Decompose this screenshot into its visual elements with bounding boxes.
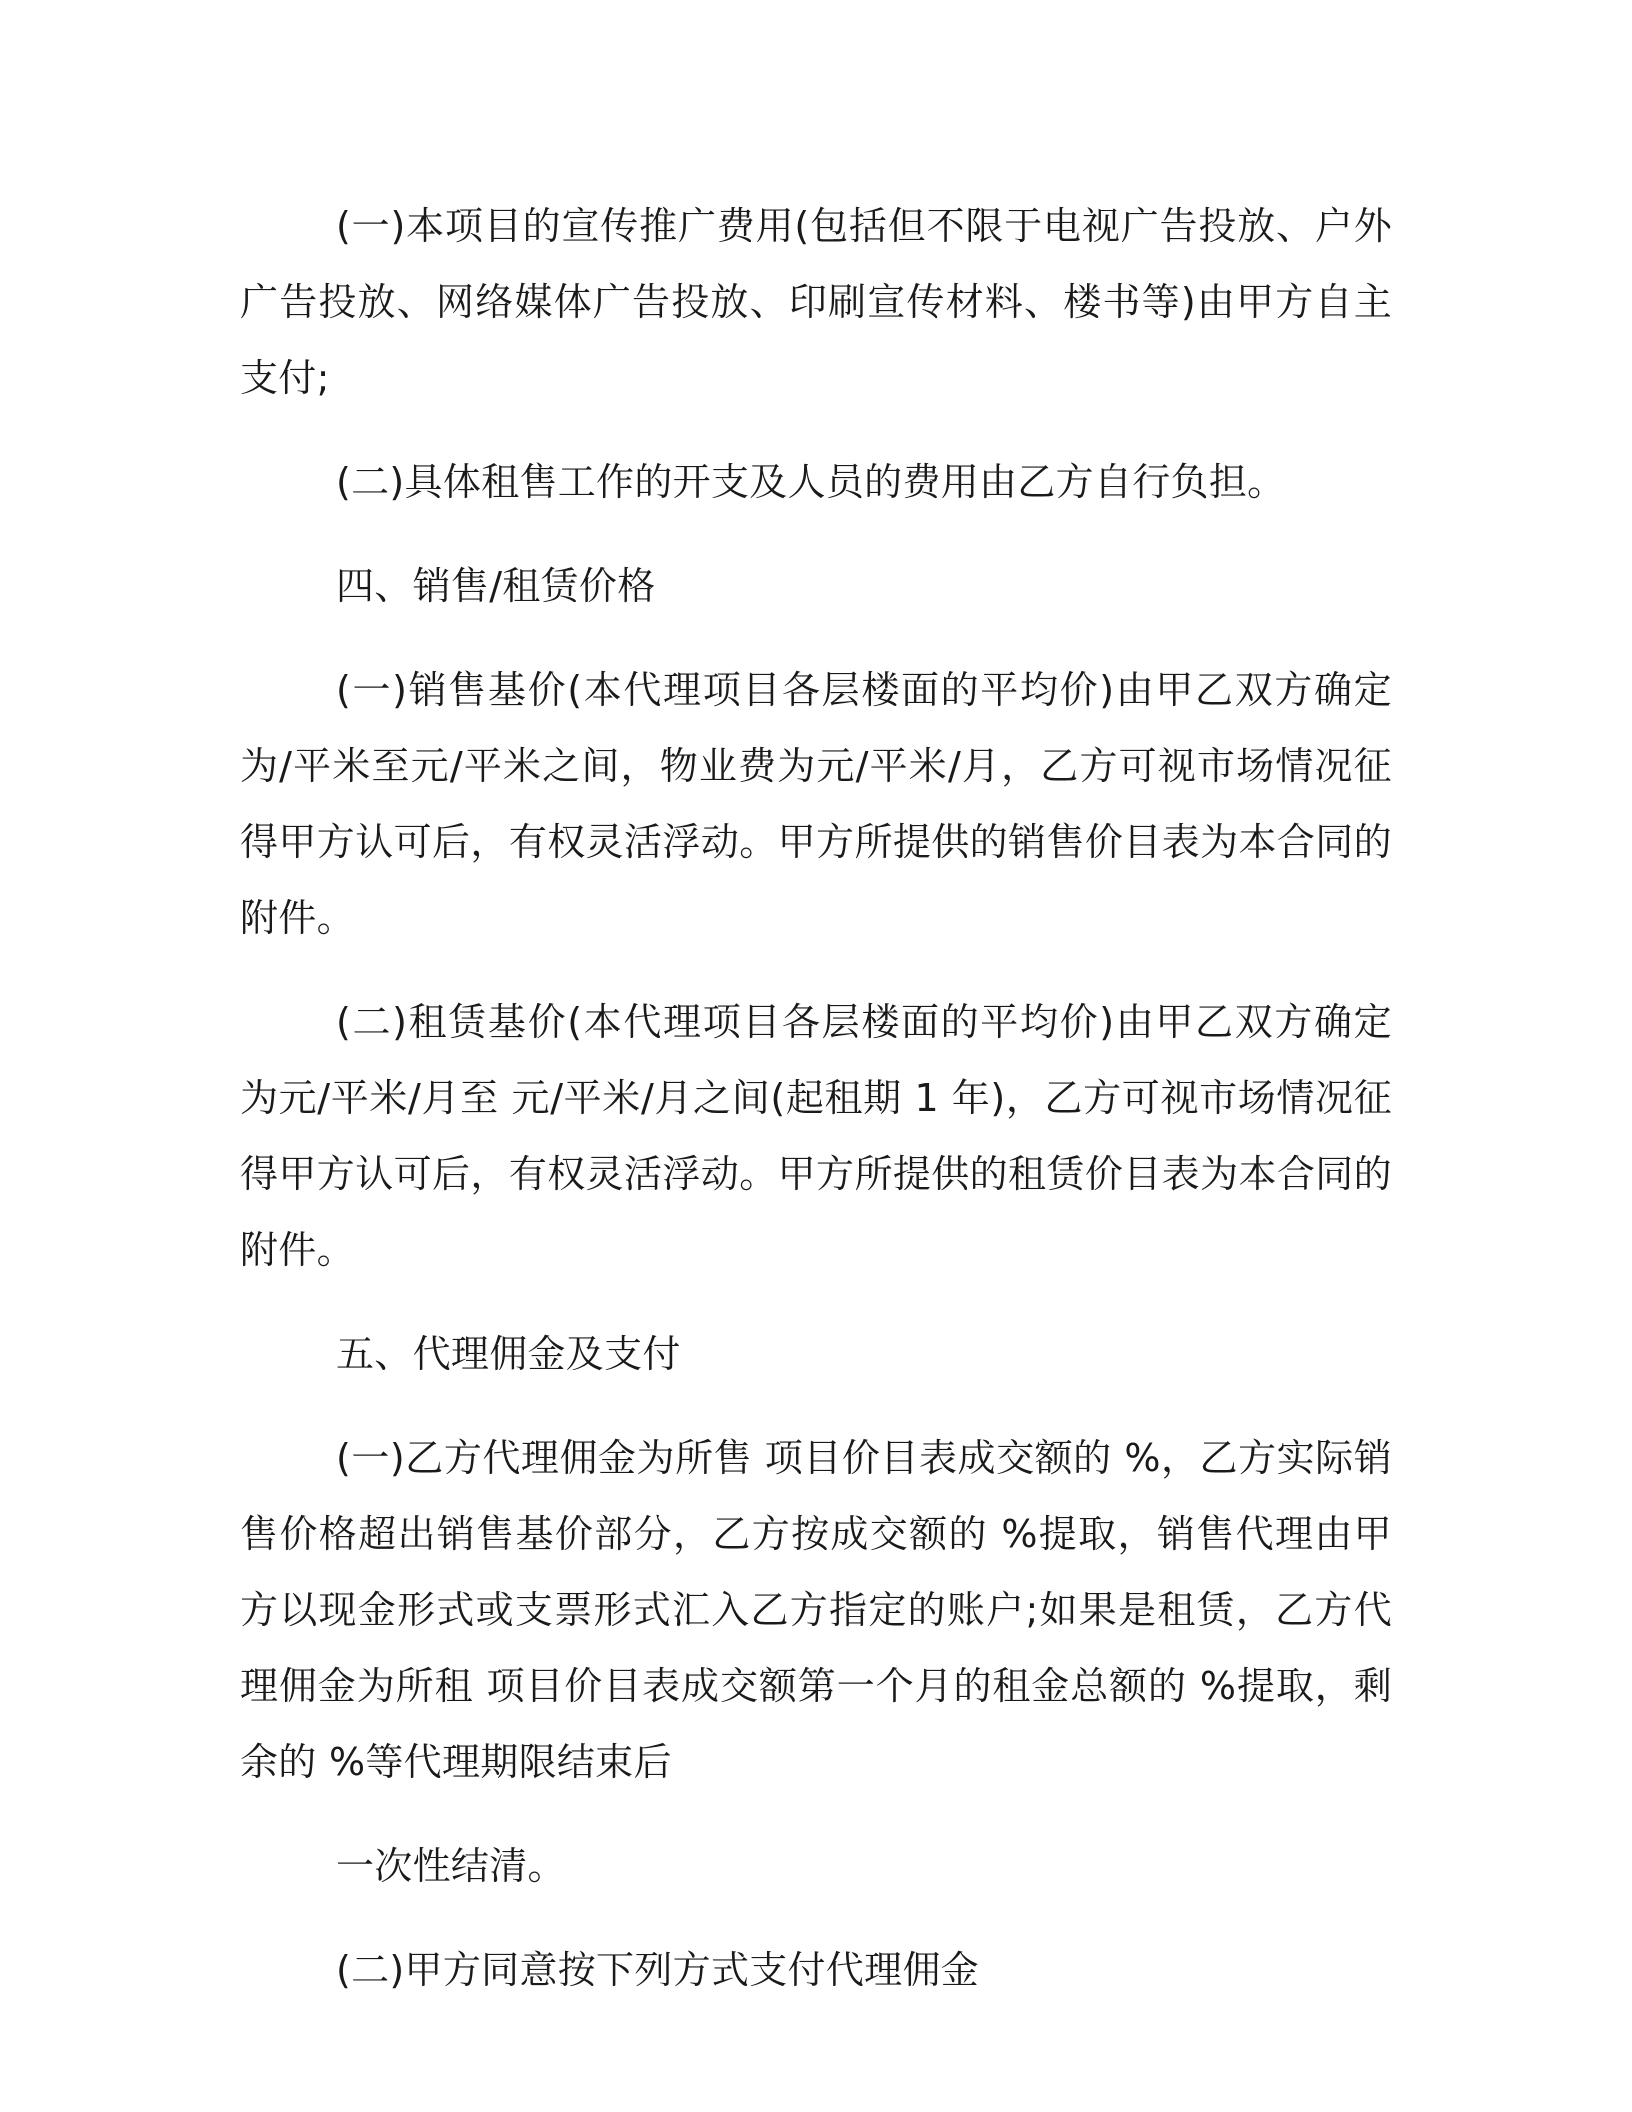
- section-heading-price: 四、销售/租赁价格: [336, 564, 656, 608]
- paragraph-payment-method: (二)甲方同意按下列方式支付代理佣金: [336, 1948, 980, 1992]
- section-heading-commission: 五、代理佣金及支付: [336, 1332, 681, 1376]
- paragraph-rental-base-price: (二)租赁基价(本代理项目各层楼面的平均价)由甲乙双方确定为元/平米/月至 元/平米/月之间(起租期 1 年)，乙方可视市场情况征得甲方认可后，有权灵活浮动。甲方所提供的租赁价目表为本合同的附件。: [240, 1000, 1392, 1272]
- paragraph-one-time-settlement: 一次性结清。: [336, 1844, 566, 1888]
- paragraph-leasing-expenses: (二)具体租售工作的开支及人员的费用由乙方自行负担。: [336, 460, 1286, 504]
- paragraph-commission-rate: (一)乙方代理佣金为所售 项目价目表成交额的 %，乙方实际销售价格超出销售基价部分，乙方按成交额的 %提取，销售代理由甲方以现金形式或支票形式汇入乙方指定的账户;如果是租赁，乙方代理佣金为所租 项目价目表成交额第一个月的租金总额的 %提取，剩余的 %等代理期限结束后: [240, 1436, 1392, 1784]
- paragraph-sales-base-price: (一)销售基价(本代理项目各层楼面的平均价)由甲乙双方确定为/平米至元/平米之间，物业费为元/平米/月，乙方可视市场情况征得甲方认可后，有权灵活浮动。甲方所提供的销售价目表为本合同的附件。: [240, 668, 1392, 940]
- document-body: [240, 188, 1392, 2036]
- paragraph-promotion-costs: (一)本项目的宣传推广费用(包括但不限于电视广告投放、户外广告投放、网络媒体广告投放、印刷宣传材料、楼书等)由甲方自主支付;: [240, 204, 1392, 400]
